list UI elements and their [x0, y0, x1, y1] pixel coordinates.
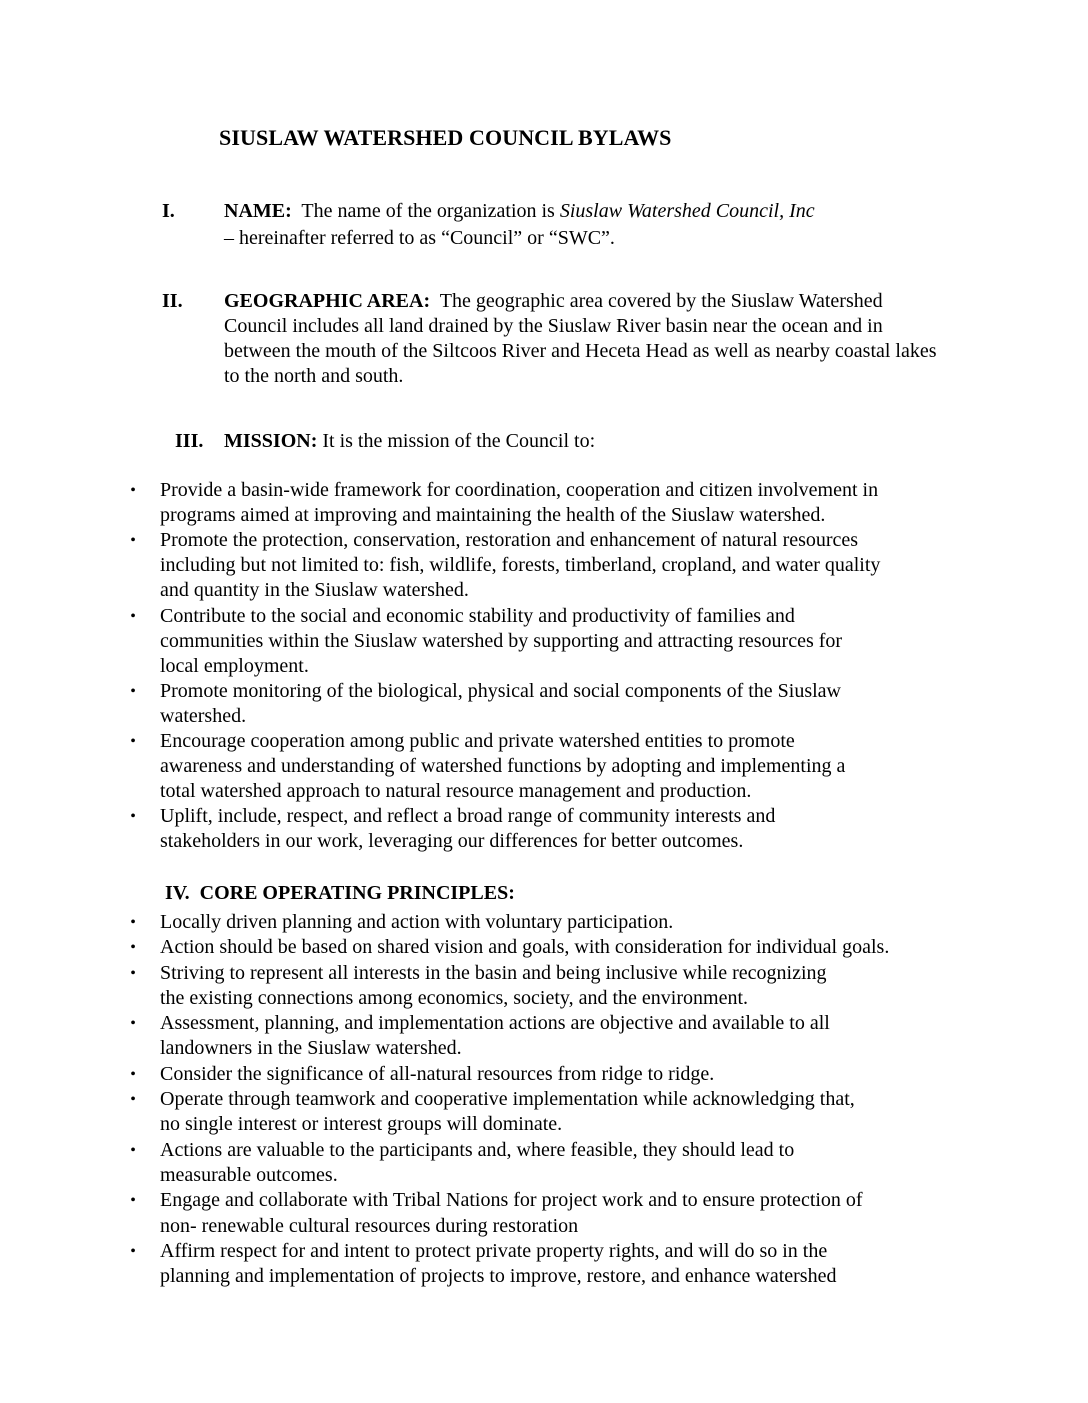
list-item-text: landowners in the Siuslaw watershed. — [160, 1037, 462, 1060]
section-number: III. — [175, 430, 204, 452]
list-item — [126, 478, 1066, 528]
list-item — [126, 1062, 1066, 1087]
list-item-text: local employment. — [160, 654, 309, 677]
list-item — [126, 1138, 1066, 1189]
list-item-text: Actions are valuable to the participants and, where feasible, they should lead to — [160, 1138, 795, 1161]
list-item-text: programs aimed at improving and maintaining the health of the Siuslaw watershed. — [160, 504, 826, 527]
list-item — [126, 1188, 1066, 1239]
bullet-icon: • — [130, 1242, 136, 1260]
list-item-text: Action should be based on shared vision and goals, with consideration for individual goals. — [160, 936, 890, 959]
list-item-text: Uplift, include, respect, and reflect a broad range of community interests and — [160, 805, 776, 828]
section-text: Council includes all land drained by the Siuslaw River basin near the ocean and in — [224, 315, 883, 337]
section-text: – hereinafter referred to as “Council” or “SWC”. — [224, 227, 615, 249]
section-text: The geographic area covered by the Siuslaw Watershed — [430, 290, 883, 312]
section-label: NAME: — [224, 200, 292, 222]
list-item — [126, 528, 1066, 603]
document-title: SIUSLAW WATERSHED COUNCIL BYLAWS — [219, 125, 672, 150]
list-item-text: Operate through teamwork and cooperative implementation while acknowledging that, — [160, 1088, 855, 1111]
list-item — [126, 935, 1066, 960]
list-item-text: including but not limited to: fish, wildlife, forests, timberland, cropland, and water quality — [160, 554, 881, 577]
bullet-icon: • — [130, 964, 136, 982]
list-item — [126, 804, 1066, 854]
section-label: GEOGRAPHIC AREA: — [224, 290, 431, 312]
section-text: It is the mission of the Council to: — [317, 430, 596, 452]
list-item-text: planning and implementation of projects to improve, restore, and enhance watershed — [160, 1265, 837, 1288]
bullet-icon: • — [130, 1015, 136, 1033]
list-item-text: awareness and understanding of watershed functions by adopting and implementing a — [160, 755, 846, 778]
list-item — [126, 1239, 1066, 1290]
org-name: Siuslaw Watershed Council, Inc — [559, 200, 815, 222]
section-text: The name of the organization is — [291, 200, 560, 222]
list-item-text: measurable outcomes. — [160, 1163, 338, 1186]
section-label: MISSION: — [224, 430, 318, 452]
list-item-text: watershed. — [160, 704, 247, 727]
bullet-icon: • — [130, 733, 136, 750]
list-item-text: Engage and collaborate with Tribal Nations for project work and to ensure protection of — [160, 1189, 863, 1212]
bullet-icon: • — [130, 482, 136, 499]
bullet-icon: • — [130, 939, 136, 957]
list-item-text: non- renewable cultural resources during restoration — [160, 1214, 579, 1237]
section-text: between the mouth of the Siltcoos River and Heceta Head as well as nearby coastal lakes — [224, 340, 937, 362]
section-number: I. — [162, 200, 175, 222]
bullet-icon: • — [130, 1141, 136, 1159]
list-item — [126, 1011, 1066, 1062]
list-item-text: Provide a basin-wide framework for coordination, cooperation and citizen involvement in — [160, 479, 879, 501]
list-item-text: total watershed approach to natural resource management and production. — [160, 780, 752, 803]
bullet-icon: • — [130, 1192, 136, 1210]
list-item — [126, 679, 1066, 729]
list-item — [126, 961, 1066, 1012]
list-item — [126, 910, 1066, 935]
list-item-text: the existing connections among economics, society, and the environment. — [160, 986, 748, 1009]
list-item-text: Encourage cooperation among public and private watershed entities to promote — [160, 730, 795, 752]
bullet-icon: • — [130, 682, 136, 700]
list-item-text: Striving to represent all interests in the basin and being inclusive while recognizing — [160, 961, 827, 984]
list-item-text: Promote monitoring of the biological, physical and social components of the Siuslaw — [160, 679, 841, 702]
list-item-text: Contribute to the social and economic stability and productivity of families and — [160, 604, 795, 627]
list-item-text: no single interest or interest groups will dominate. — [160, 1113, 563, 1136]
list-item-text: Promote the protection, conservation, restoration and enhancement of natural resources — [160, 529, 859, 552]
list-item — [126, 604, 1066, 679]
list-item — [126, 1087, 1066, 1138]
bullet-icon: • — [130, 914, 136, 931]
list-item-text: communities within the Siuslaw watershed by supporting and attracting resources for — [160, 629, 843, 652]
list-item-text: and quantity in the Siuslaw watershed. — [160, 579, 469, 602]
list-item-text: Assessment, planning, and implementation actions are objective and available to all — [160, 1012, 830, 1035]
section-heading: IV. CORE OPERATING PRINCIPLES: — [165, 882, 515, 904]
list-item — [126, 729, 1066, 804]
bullet-icon: • — [130, 808, 136, 826]
list-item-text: stakeholders in our work, leveraging our differences for better outcomes. — [160, 830, 744, 853]
list-item-text: Locally driven planning and action with voluntary participation. — [160, 911, 674, 933]
bullet-icon: • — [130, 532, 136, 550]
list-item-text: Affirm respect for and intent to protect private property rights, and will do so in the — [160, 1239, 828, 1262]
bullet-icon: • — [130, 607, 136, 625]
list-item-text: Consider the significance of all-natural resources from ridge to ridge. — [160, 1062, 715, 1085]
section-text: to the north and south. — [224, 365, 404, 387]
section-number: II. — [162, 290, 183, 312]
bullet-icon: • — [130, 1091, 136, 1109]
bullet-icon: • — [130, 1065, 136, 1083]
